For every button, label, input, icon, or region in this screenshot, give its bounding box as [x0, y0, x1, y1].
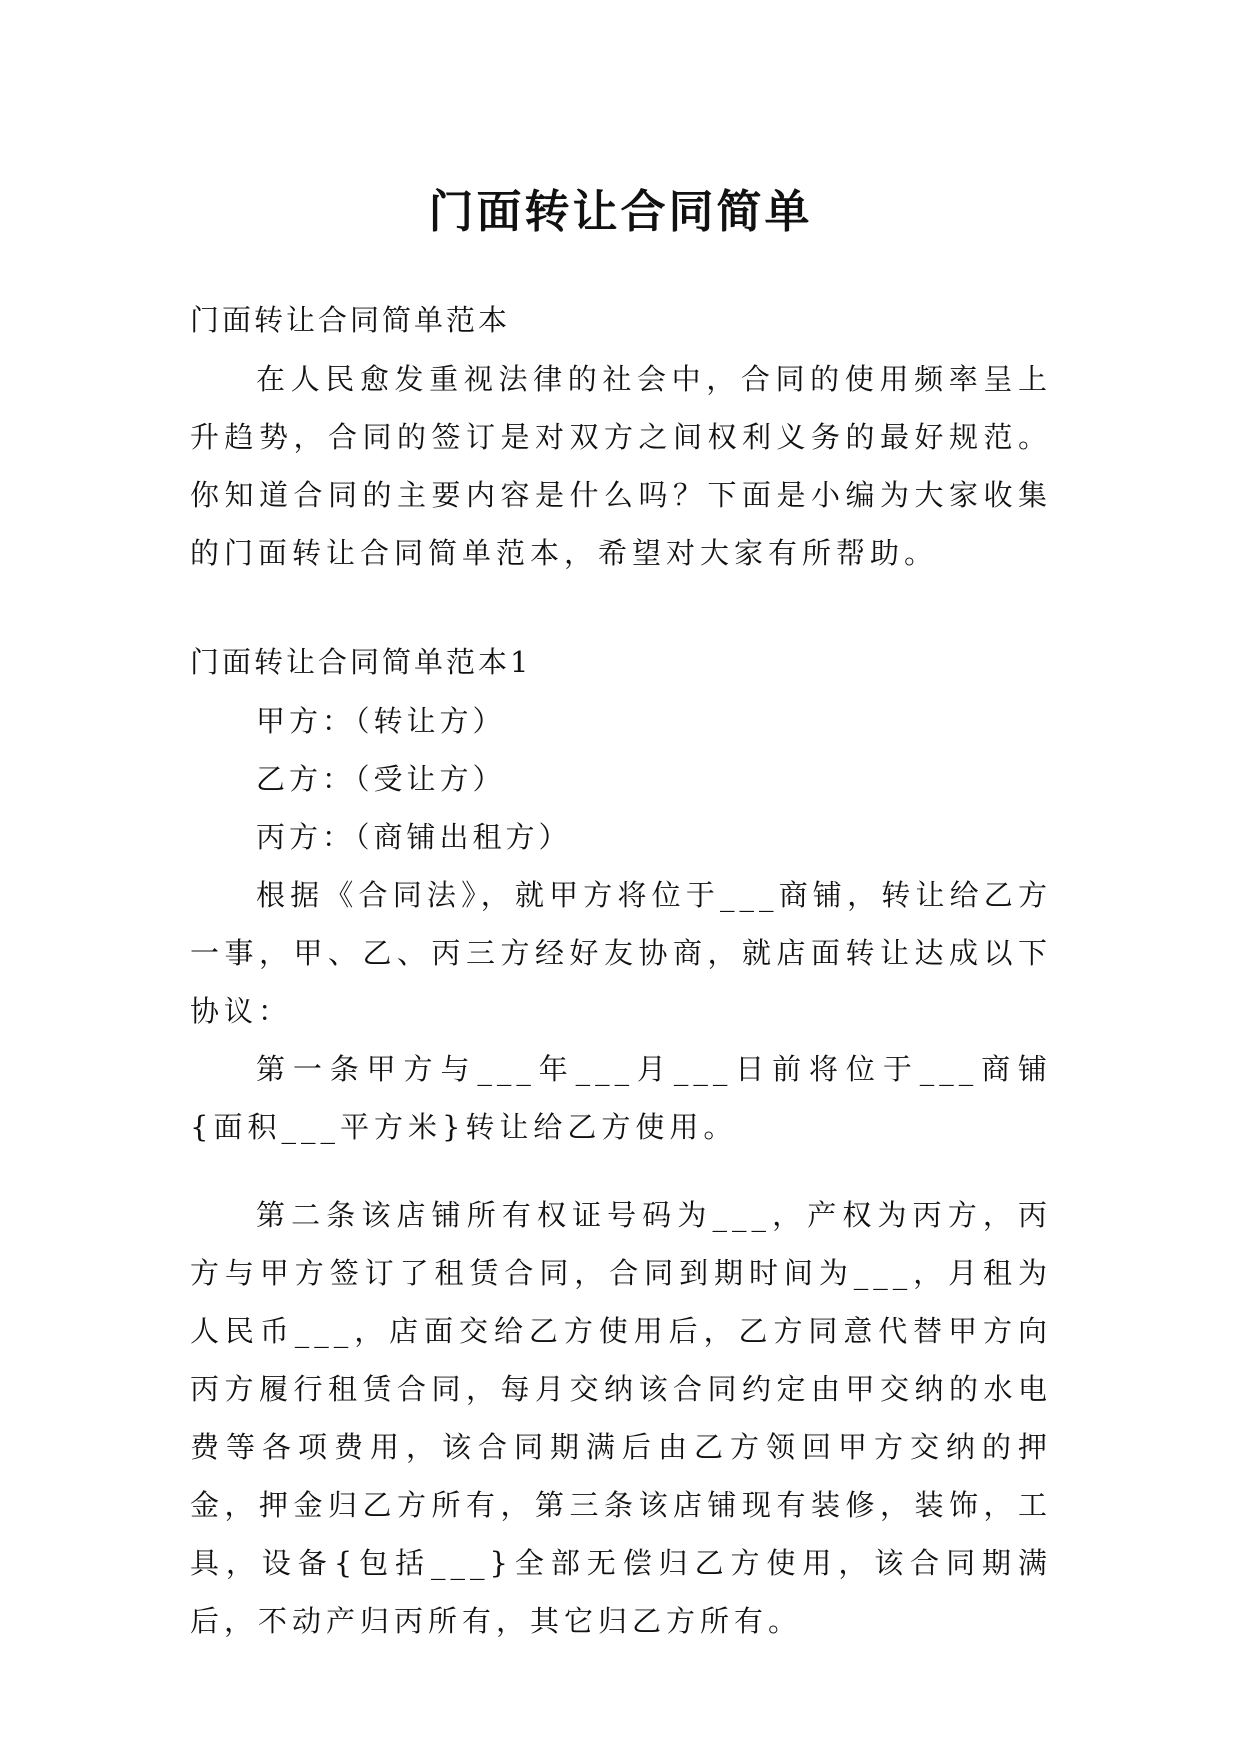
article-2-paragraph: 第二条该店铺所有权证号码为___，产权为丙方，丙方与甲方签订了租赁合同，合同到期时间为___，月租为人民币___，店面交给乙方使用后，乙方同意代替甲方向丙方履行租赁合同，每月交纳该合同约定由甲交纳的水电费等各项费用，该合同期满后由乙方领回甲方交纳的押金，押金归乙方所有，第三条该店铺现有装修，装饰，工具，设备{包括___}全部无偿归乙方使用，该合同期满后，不动产归丙所有，其它归乙方所有。: [190, 1198, 1052, 1638]
document-title: 门面转让合同简单: [428, 185, 813, 239]
article-1-paragraph: 第一条甲方与___年___月___日前将位于___商铺{面积___平方米}转让给乙方使用。: [190, 1052, 1052, 1144]
sample-heading: 门面转让合同简单范本1: [190, 645, 532, 679]
spacer: [190, 1156, 1052, 1186]
document-body: [190, 290, 1052, 1650]
spacer: [190, 582, 1052, 632]
basis-paragraph: 根据《合同法》，就甲方将位于___商铺，转让给乙方一事，甲、乙、丙三方经好友协商，就店面转让达成以下协议：: [190, 878, 1052, 1028]
intro-paragraph: 在人民愈发重视法律的社会中，合同的使用频率呈上升趋势，合同的签订是对双方之间权利义务的最好规范。你知道合同的主要内容是什么吗？下面是小编为大家收集的门面转让合同简单范本，希望对大家有所帮助。: [190, 362, 1052, 570]
party-c-line: 丙方：（商铺出租方）: [256, 820, 572, 854]
party-a-line: 甲方：（转让方）: [256, 704, 506, 738]
party-b-line: 乙方：（受让方）: [256, 762, 506, 796]
section-heading: 门面转让合同简单范本: [190, 303, 511, 337]
